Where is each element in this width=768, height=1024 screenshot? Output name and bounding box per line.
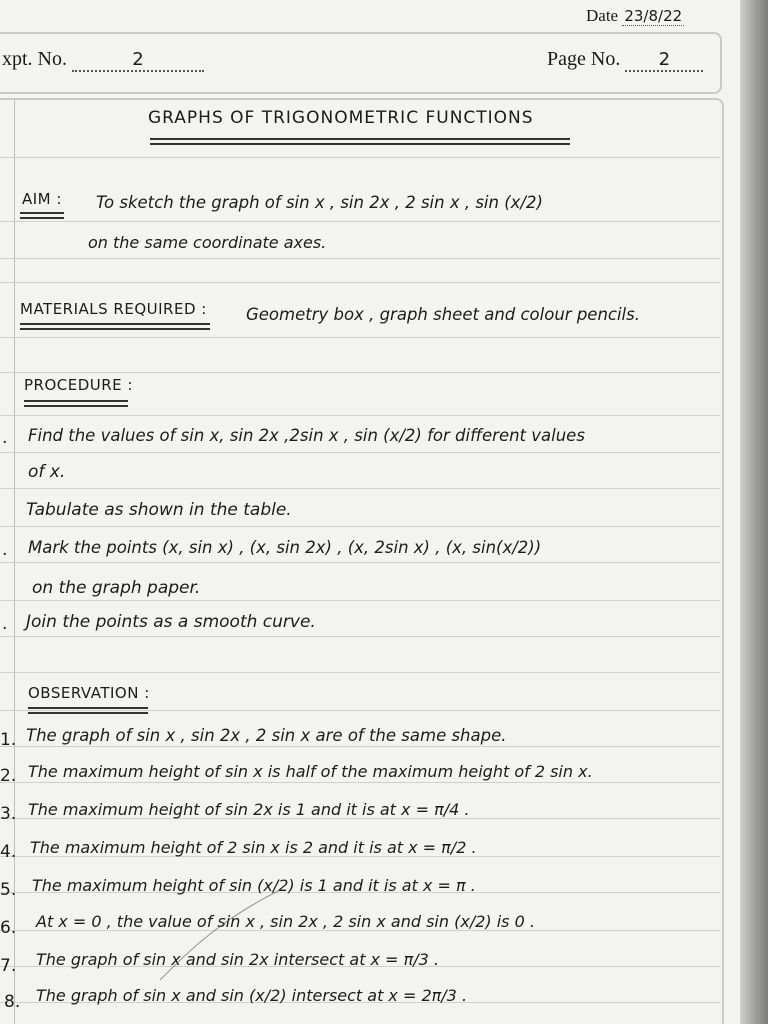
page-title: GRAPHS OF TRIGONOMETRIC FUNCTIONS	[148, 108, 534, 128]
page-number-value: 2	[625, 50, 703, 72]
aim-underline	[20, 212, 64, 214]
aim-underline	[20, 217, 64, 219]
procedure-step-line: Mark the points (x, sin x) , (x, sin 2x) , (x, 2sin x) , (x, sin(x/2))	[28, 538, 542, 557]
ruled-line	[0, 600, 720, 601]
pen-stroke-mark	[150, 880, 290, 990]
procedure-underline	[24, 400, 128, 402]
observation-number: 4.	[0, 842, 17, 862]
ruled-line	[0, 372, 720, 373]
observation-number: 1.	[0, 730, 17, 750]
ruled-line	[0, 337, 720, 338]
date-field	[586, 6, 684, 26]
ruled-line	[0, 258, 720, 259]
page-number-field	[547, 48, 703, 72]
observation-text: At x = 0 , the value of sin x , sin 2x , 2 sin x and sin (x/2) is 0 .	[36, 912, 535, 931]
ruled-line	[0, 415, 720, 416]
experiment-number-field	[2, 48, 204, 72]
experiment-number-value: 2	[72, 50, 204, 72]
procedure-step-line: Tabulate as shown in the table.	[26, 500, 292, 520]
procedure-step-number: .	[2, 540, 8, 560]
ruled-line	[0, 746, 720, 747]
observation-text: The graph of sin x and sin 2x intersect at x = π/3 .	[36, 950, 439, 969]
observation-text: The graph of sin x and sin (x/2) intersect at x = 2π/3 .	[36, 986, 468, 1005]
ruled-line	[0, 672, 720, 673]
ruled-line	[0, 452, 720, 453]
observation-number: 8.	[4, 992, 21, 1012]
title-underline	[150, 138, 570, 140]
materials-underline	[20, 323, 210, 325]
aim-line-1: To sketch the graph of sin x , sin 2x , 2 sin x , sin (x/2)	[96, 193, 543, 212]
observation-number: 6.	[0, 918, 17, 938]
observation-text: The maximum height of sin 2x is 1 and it is at x = π/4 .	[28, 800, 470, 819]
procedure-step-line: of x.	[28, 462, 66, 482]
ruled-line	[0, 782, 720, 783]
experiment-number-label: xpt. No.	[2, 48, 67, 70]
page-shadow-edge	[740, 0, 768, 1024]
procedure-step-line: Find the values of sin x, sin 2x ,2sin x , sin (x/2) for different values	[28, 426, 585, 445]
observation-number: 5.	[0, 880, 17, 900]
observation-label: OBSERVATION :	[28, 684, 150, 702]
ruled-line	[0, 562, 720, 563]
page-number-label: Page No.	[547, 48, 621, 70]
ruled-line	[0, 636, 720, 637]
ruled-line	[0, 488, 720, 489]
observation-underline	[28, 707, 148, 709]
observation-text: The maximum height of 2 sin x is 2 and it is at x = π/2 .	[30, 838, 477, 857]
procedure-step-line: on the graph paper.	[32, 578, 201, 598]
procedure-label: PROCEDURE :	[24, 376, 133, 394]
materials-label: MATERIALS REQUIRED :	[20, 300, 207, 318]
observation-text: The graph of sin x , sin 2x , 2 sin x are of the same shape.	[26, 726, 507, 745]
materials-underline	[20, 328, 210, 330]
ruled-line	[0, 710, 720, 711]
procedure-step-number: .	[2, 614, 8, 634]
procedure-step-line: Join the points as a smooth curve.	[26, 612, 316, 632]
title-underline	[150, 143, 570, 145]
materials-text: Geometry box , graph sheet and colour pencils.	[246, 305, 640, 324]
procedure-step-number: .	[2, 428, 8, 448]
ruled-line	[0, 282, 720, 283]
observation-underline	[28, 712, 148, 714]
aim-line-2: on the same coordinate axes.	[88, 233, 327, 252]
ruled-line	[0, 157, 720, 158]
ruled-line	[0, 526, 720, 527]
observation-text: The maximum height of sin x is half of the maximum height of 2 sin x.	[28, 762, 593, 781]
observation-number: 3.	[0, 804, 17, 824]
date-label: Date	[586, 6, 619, 25]
observation-text: The maximum height of sin (x/2) is 1 and it is at x = π .	[32, 876, 476, 895]
procedure-underline	[24, 405, 128, 407]
observation-number: 7.	[0, 956, 17, 976]
observation-number: 2.	[0, 766, 17, 786]
date-value: 23/8/22	[624, 7, 683, 25]
aim-label: AIM :	[22, 190, 62, 208]
ruled-line	[0, 221, 720, 222]
